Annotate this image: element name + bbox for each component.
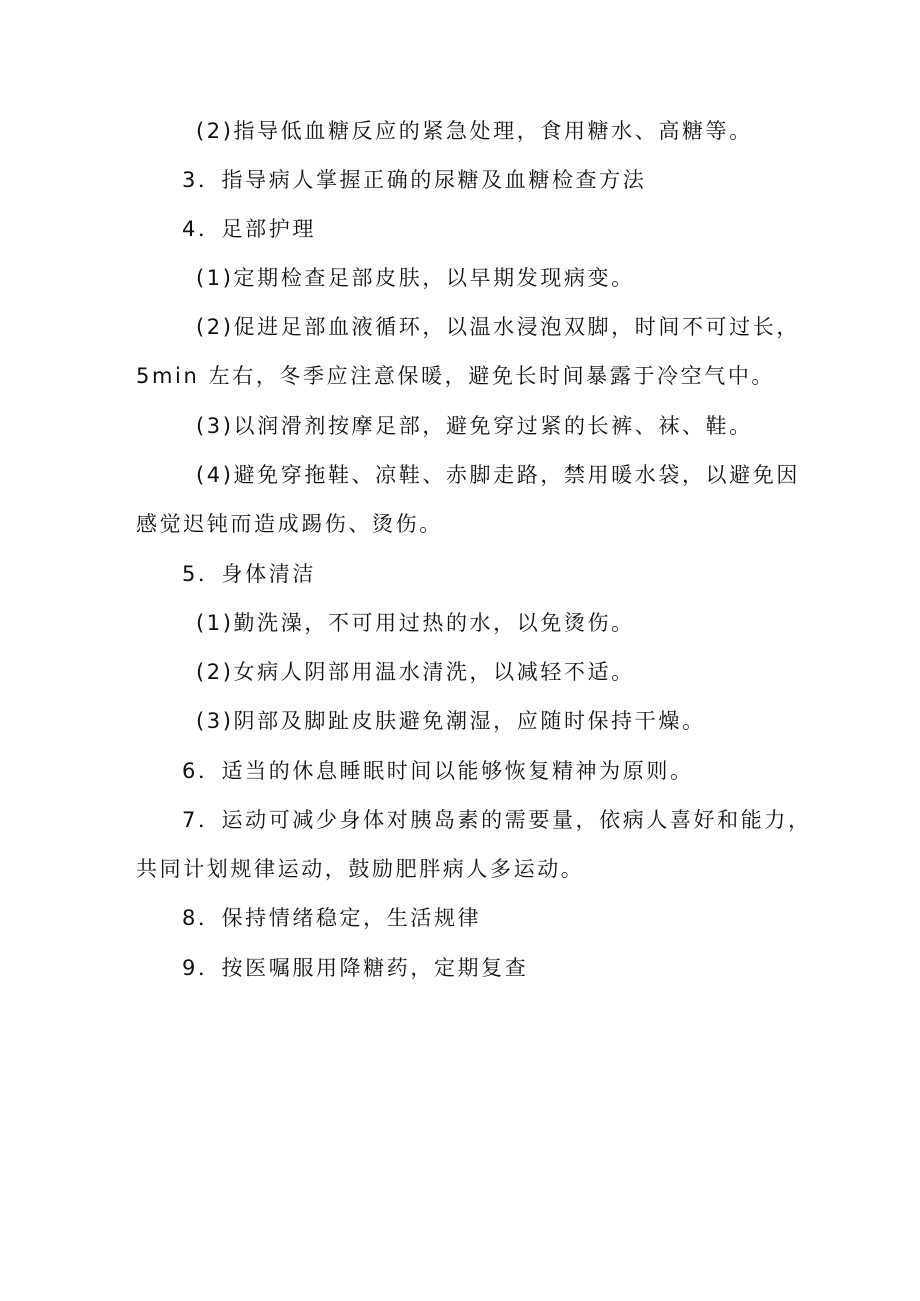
paragraph-line: 共同计划规律运动，鼓励肥胖病人多运动。 — [136, 857, 585, 881]
numbered-heading: 8．保持情绪稳定，生活规律 — [182, 906, 482, 930]
paragraph-line: 5min 左右，冬季应注意保暖，避免长时间暴露于冷空气中。 — [136, 364, 776, 388]
numbered-heading: 3．指导病人掌握正确的尿糖及血糖检查方法 — [182, 168, 647, 192]
numbered-heading: 9．按医嘱服用降糖药，定期复查 — [182, 956, 529, 980]
paragraph-line: (1)定期检查足部皮肤，以早期发现病变。 — [196, 266, 635, 290]
paragraph-line: (2)促进足部血液循环，以温水浸泡双脚，时间不可过长， — [196, 315, 800, 339]
numbered-heading: 4．足部护理 — [182, 217, 316, 241]
paragraph-line: 感觉迟钝而造成踢伤、烫伤。 — [136, 512, 443, 536]
numbered-heading: 5．身体清洁 — [182, 562, 316, 586]
numbered-heading: 6．适当的休息睡眠时间以能够恢复精神为原则。 — [182, 759, 694, 783]
paragraph-line: (2)女病人阴部用温水清洗，以减轻不适。 — [196, 660, 635, 684]
numbered-heading: 7．运动可减少身体对胰岛素的需要量，依病人喜好和能力， — [182, 808, 812, 832]
paragraph-line: (1)勤洗澡，不可用过热的水，以免烫伤。 — [196, 611, 635, 635]
paragraph-line: (2)指导低血糖反应的紧急处理，食用糖水、高糖等。 — [196, 119, 753, 143]
paragraph-line: (3)以润滑剂按摩足部，避免穿过紧的长裤、袜、鞋。 — [196, 414, 753, 438]
paragraph-line: (4)避免穿拖鞋、凉鞋、赤脚走路，禁用暖水袋，以避免因 — [196, 463, 800, 487]
paragraph-line: (3)阴部及脚趾皮肤避免潮湿，应随时保持干燥。 — [196, 709, 706, 733]
